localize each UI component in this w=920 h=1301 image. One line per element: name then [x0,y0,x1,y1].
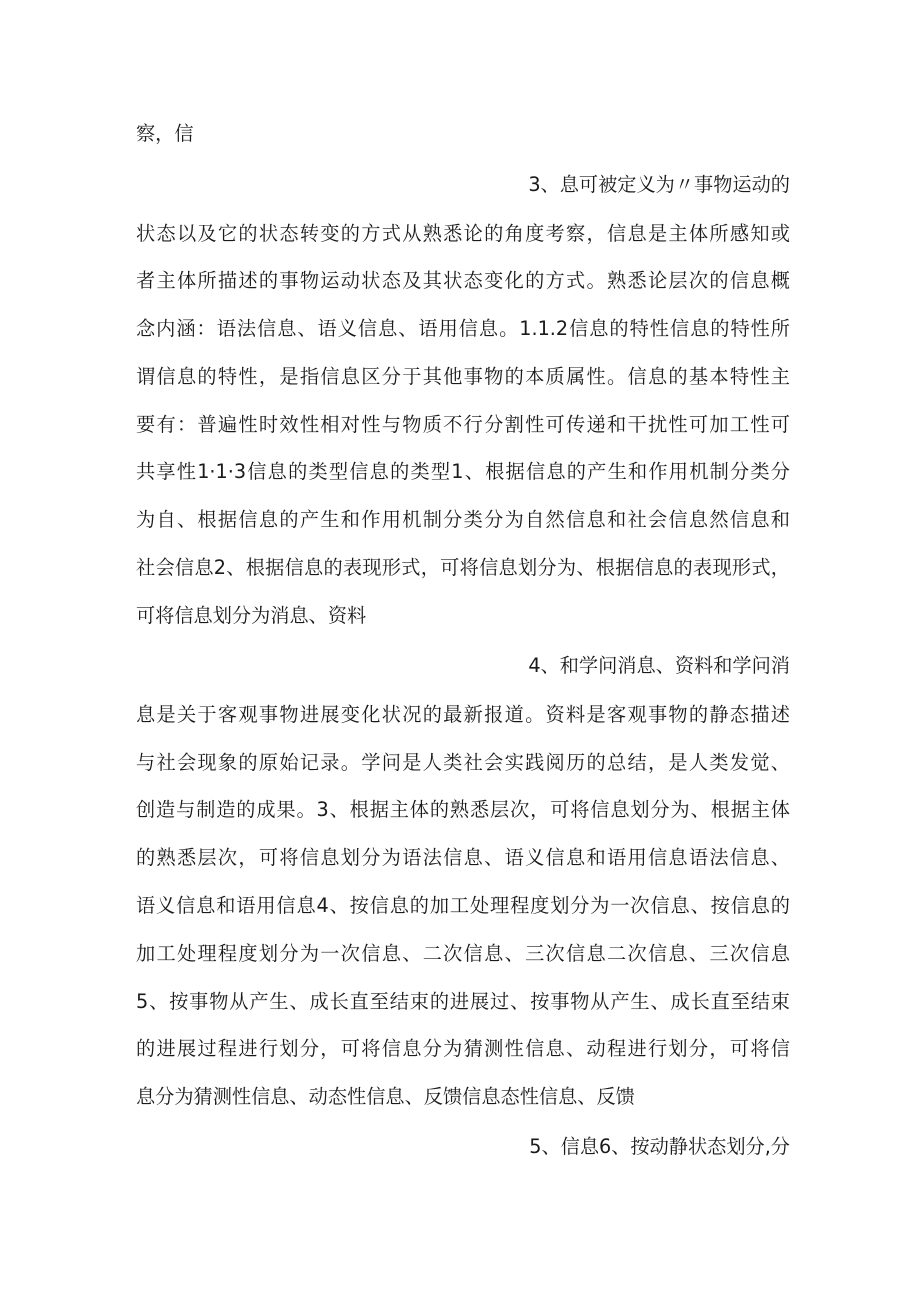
text-line-17: 语义信息和语用信息4、按信息的加工处理程度划分为一次信息、按信息的 [136,894,790,917]
text-line-16: 的熟悉层次，可将信息划分为语法信息、语义信息和语用信息语法信息、 [136,846,790,869]
text-line-10: 社会信息2、根据信息的表现形式，可将信息划分为、根据信息的表现形式， [136,556,790,579]
text-line-15: 创造与制造的成果。3、根据主体的熟悉层次，可将信息划分为、根据主体 [136,798,790,821]
text-line-14: 与社会现象的原始记录。学问是人类社会实践阅历的总结，是人类发觉、 [136,751,790,774]
text-line-19: 5、按事物从产生、成长直至结束的进展过、按事物从产生、成长直至结束 [136,990,790,1013]
text-line-5: 念内涵：语法信息、语义信息、语用信息。1.1.2信息的特性信息的特性所 [136,317,790,340]
text-line-11: 可将信息划分为消息、资料 [136,604,367,627]
text-line-22: 5、信息6、按动静状态划分,分 [529,1135,790,1158]
text-line-20: 的进展过程进行划分，可将信息分为猜测性信息、动程进行划分，可将信 [136,1037,790,1060]
text-line-7: 要有：普遍性时效性相对性与物质不行分割性可传递和干扰性可加工性可 [136,413,790,436]
text-line-6: 谓信息的特性，是指信息区分于其他事物的本质属性。信息的基本特性主 [136,365,790,388]
text-line-12: 4、和学问消息、资料和学问消 [528,654,790,677]
text-line-9: 为自、根据信息的产生和作用机制分类分为自然信息和社会信息然信息和 [136,508,790,531]
text-line-21: 息分为猜测性信息、动态性信息、反馈信息态性信息、反馈 [136,1085,635,1108]
text-line-3: 状态以及它的状态转变的方式从熟悉论的角度考察，信息是主体所感知或 [136,222,790,245]
text-line-13: 息是关于客观事物进展变化状况的最新报道。资料是客观事物的静态描述 [136,703,790,726]
text-line-18: 加工处理程度划分为一次信息、二次信息、三次信息二次信息、三次信息 [136,942,790,965]
text-line-8: 共享性1·1·3信息的类型信息的类型1、根据信息的产生和作用机制分类分 [136,460,790,483]
text-line-4: 者主体所描述的事物运动状态及其状态变化的方式。熟悉论层次的信息概 [136,269,790,292]
text-line-2: 3、息可被定义为〃事物运动的 [528,173,790,196]
text-line-1: 察，信 [136,122,194,145]
